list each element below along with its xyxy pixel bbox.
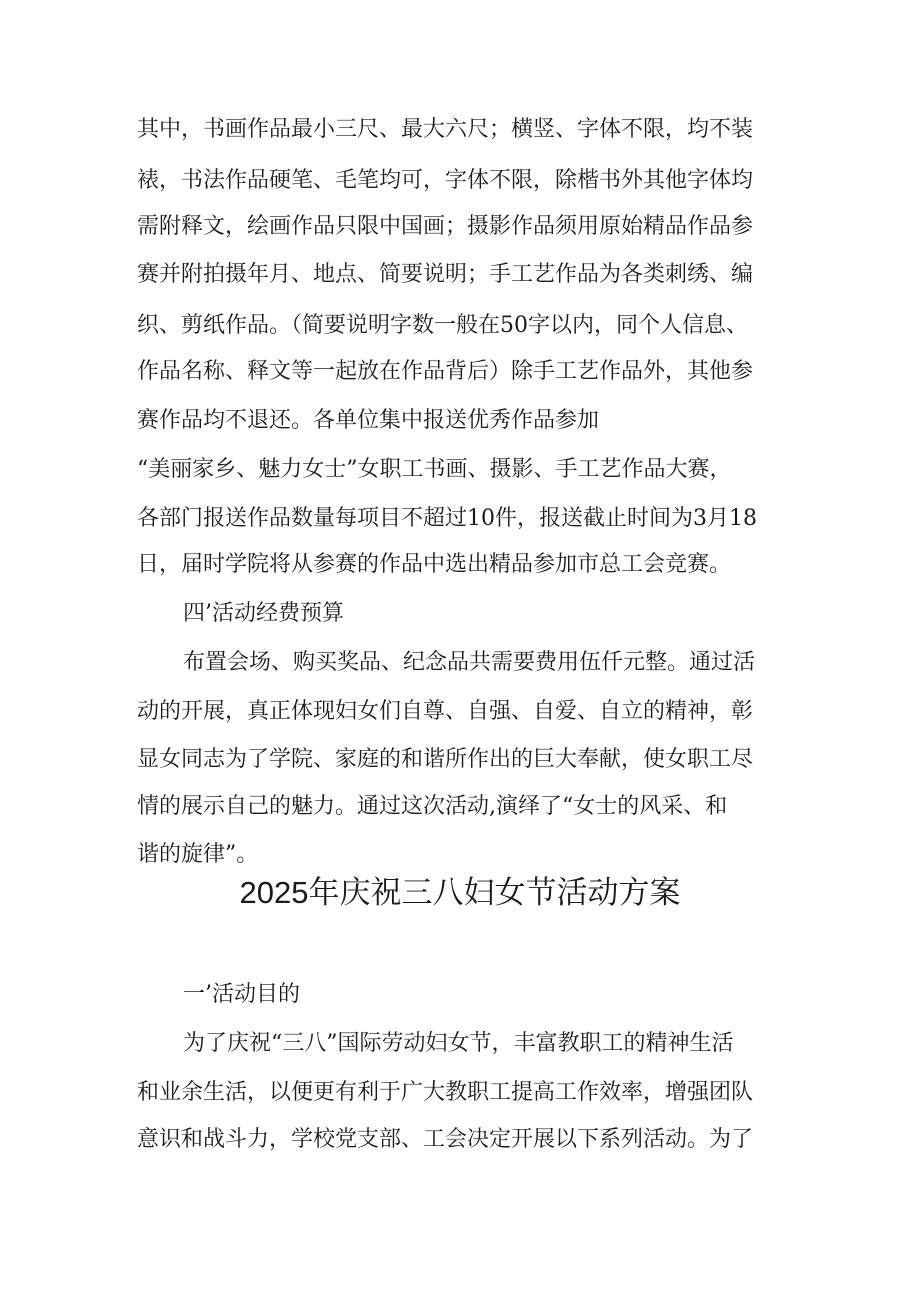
paragraph-line: 日，届时学院将从参赛的作品中选出精品参加市总工会竞赛。 xyxy=(137,552,732,577)
paragraph-line: 布置会场、购买奖品、纪念品共需要费用伍仟元整。通过活 xyxy=(183,650,756,675)
paragraph-line: 各部门报送作品数量每项目不超过10件，报送截止时间为3月18 xyxy=(137,506,757,531)
section-heading: 四’活动经费预算 xyxy=(183,601,344,626)
paragraph-line: 情的展示自己的魅力。通过这次活动,演绎了“女士的风采、和 xyxy=(137,794,728,819)
paragraph-line: 裱，书法作品硬笔、毛笔均可，字体不限，除楷书外其他字体均 xyxy=(137,168,754,193)
paragraph-line: 其中，书画作品最小三尺、最大六尺；横竖、字体不限，均不装 xyxy=(137,117,754,142)
paragraph-line: 赛作品均不退还。各单位集中报送优秀作品参加 xyxy=(137,408,600,433)
paragraph-line: 赛并附拍摄年月、地点、简要说明；手工艺作品为各类刺绣、编 xyxy=(137,262,754,287)
paragraph-line: 动的开展，真正体现妇女们自尊、自强、自爱、自立的精神，彰 xyxy=(137,699,754,724)
paragraph-line: 谐的旋律”。 xyxy=(137,842,259,867)
paragraph-line: 作品名称、释文等一起放在作品背后）除手工艺作品外，其他参 xyxy=(137,359,754,384)
paragraph-line: 为了庆祝“三八”国际劳动妇女节，丰富教职工的精神生活 xyxy=(183,1031,734,1056)
document-title: 2025年庆祝三八妇女节活动方案 xyxy=(239,875,681,910)
paragraph-line: 需附释文，绘画作品只限中国画；摄影作品须用原始精品作品参 xyxy=(137,214,754,239)
paragraph-line: 和业余生活，以便更有利于广大教职工提高工作效率，增强团队 xyxy=(137,1080,754,1105)
paragraph-line: 意识和战斗力，学校党支部、工会决定开展以下系列活动。为了 xyxy=(137,1127,754,1152)
section-heading: 一’活动目的 xyxy=(183,982,300,1007)
paragraph-line: “美丽家乡、魅力女士”女职工书画、摄影、手工艺作品大赛， xyxy=(137,457,732,482)
paragraph-line: 织、剪纸作品。（简要说明字数一般在50字以内，同个人信息、 xyxy=(137,313,748,338)
paragraph-line: 显女同志为了学院、家庭的和谐所作出的巨大奉献，使女职工尽 xyxy=(137,747,754,772)
